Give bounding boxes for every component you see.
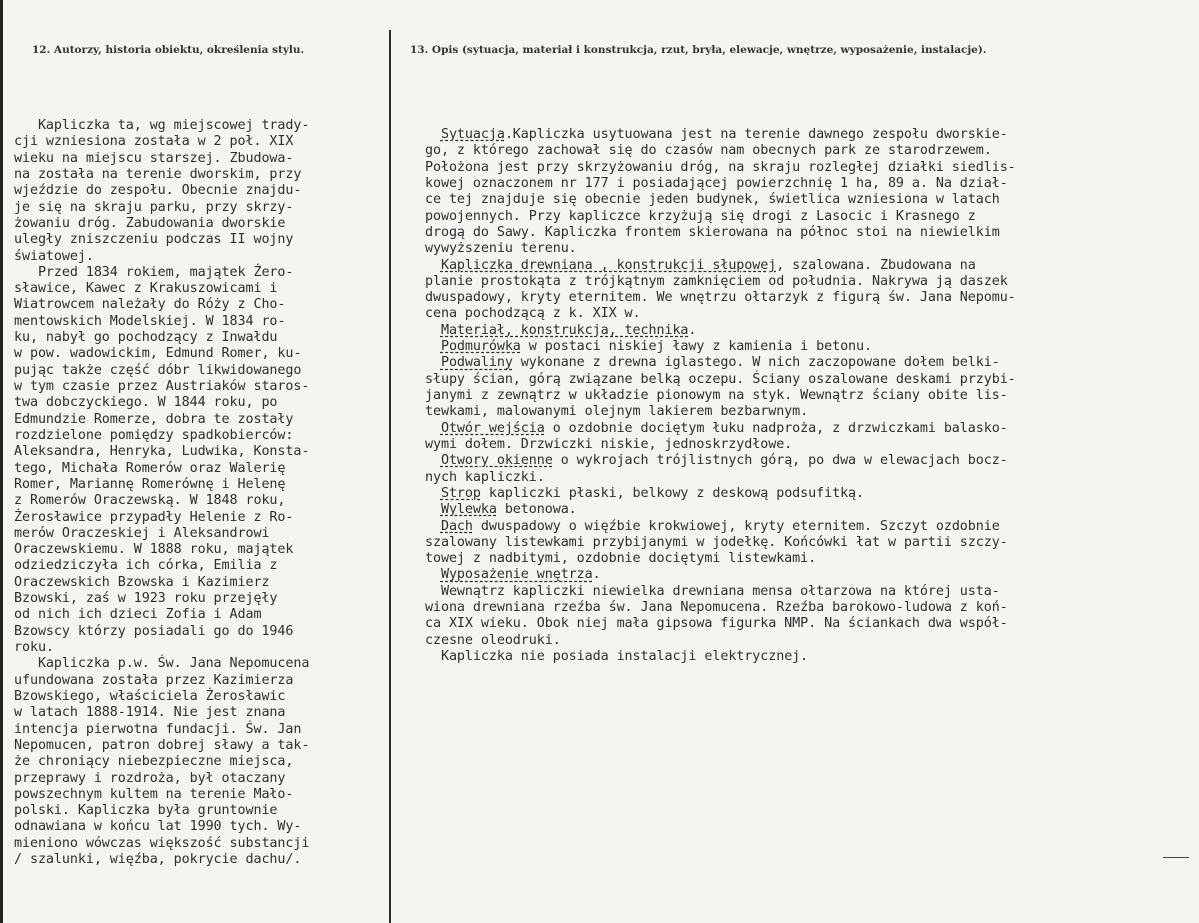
line-text: kowej oznaczonem nr 177 i posiadającej powierzchnię 1 ha, 89 a. Na dział- — [425, 175, 1008, 191]
text-line: Nepomucen, patron dobrej sławy a tak- — [14, 737, 310, 753]
text-line: roku. — [14, 640, 54, 655]
text-line: Aleksandra, Henryka, Ludwika, Konsta- — [14, 444, 310, 460]
text-line — [425, 241, 1016, 257]
text-line — [425, 551, 1016, 567]
text-line: intencja pierwotna fundacji. Św. Jan — [14, 721, 302, 737]
line-text: go, z którego zachował się do czasów nam obecnych park ze starodrzewem. — [425, 143, 992, 159]
line-text: . — [592, 567, 601, 583]
text-line — [425, 404, 1016, 420]
text-line — [425, 192, 1016, 208]
text-line — [425, 567, 1016, 583]
text-line — [425, 306, 1016, 322]
text-line — [425, 616, 1016, 632]
text-line: Kapliczka p.w. Św. Jana Nepomucena — [14, 656, 310, 672]
line-text: dwuspadowy o więźbie krokwiowej, kryty eternitem. Szczyt ozdobnie — [472, 518, 1000, 534]
section-header-authors-history: 12. Autorzy, historia obiektu, określenia stylu. — [32, 44, 305, 56]
text-line — [425, 355, 1016, 371]
line-text: szalowany listewkami przybijanymi w jodełkę. Końcówki łat w partii szczy- — [425, 534, 1008, 550]
text-line: / szalunki, więźba, pokrycie dachu/. — [14, 852, 302, 868]
text-line — [425, 225, 1016, 241]
text-line: uległy zniszczeniu podczas II wojny — [14, 232, 294, 248]
text-line — [425, 502, 1016, 518]
line-text: wiona drewniana rzeźba św. Jana Nepomucena. Rzeźba barokowo-ludowa z koń- — [425, 600, 1008, 616]
line-text: o wykrojach trójlistnych górą, po dwa w elewacjach bocz- — [552, 453, 1008, 469]
text-line — [425, 290, 1016, 306]
text-line: w latach 1888-1914. Nie jest znana — [14, 705, 286, 721]
line-text: ca XIX wieku. Obok niej mała gipsowa figurka NMP. Na ściankach dwa współ- — [425, 616, 1008, 632]
text-line — [425, 453, 1016, 469]
text-line — [425, 323, 1016, 339]
text-line — [425, 437, 1016, 453]
text-line — [425, 258, 1016, 274]
text-line: światowej. — [14, 248, 94, 264]
line-text: tewkami, malowanymi olejnym lakierem bezbarwnym. — [425, 404, 809, 420]
text-line: cji wzniesiona została w 2 poł. XIX — [14, 134, 294, 150]
text-line: rozdzielone pomiędzy spadkobierców: — [14, 427, 294, 443]
text-line: ufundowana została przez Kazimierza — [14, 672, 294, 688]
history-text-column — [14, 118, 309, 868]
text-line: Oraczewskich Bzowska i Kazimierz — [14, 574, 270, 590]
text-line: Przed 1834 rokiem, majątek Żero- — [14, 264, 294, 280]
text-line — [425, 633, 1016, 649]
line-text: Położona jest przy skrzyżowaniu dróg, na skraju rozległej działki siedlis- — [425, 159, 1016, 175]
section-heading: Dach — [440, 518, 473, 534]
text-line: Oraczewskiemu. W 1888 roku, majątek — [14, 542, 294, 558]
text-line: Edmundzie Romerze, dobra te zostały — [14, 411, 294, 427]
text-line: Romer, Mariannę Romerównę i Helenę — [14, 476, 286, 492]
text-line: od nich ich dzieci Zofia i Adam — [14, 607, 262, 623]
line-text: słupy ścian, górą związane belką oczepu. Ściany oszalowane deskami przybi- — [425, 371, 1016, 387]
line-text: kapliczki płaski, belkowy z deskową podsufitką. — [480, 485, 865, 501]
text-line: wieku na miejscu starszej. Zbudowa- — [14, 150, 294, 166]
description-text-column — [425, 127, 1016, 665]
text-line — [425, 535, 1016, 551]
line-text: drogą do Sawy. Kapliczka frontem skierowana na północ stoi na niewielkim — [425, 224, 1000, 240]
line-text: powojennych. Przy kapliczce krzyżują się drogi z Lasocic i Krasnego z — [425, 208, 976, 224]
line-text: wykonane z drewna iglastego. W nich zaczopowane dołem belki- — [512, 355, 1000, 371]
text-line: Bzowskiego, właściciela Żerosławic — [14, 688, 286, 704]
scan-left-border — [0, 0, 3, 923]
line-text: Kapliczka nie posiada instalacji elektrycznej. — [440, 649, 809, 664]
text-line: powszechnym kultem na terenie Mało- — [14, 786, 294, 802]
text-line: odziedziczyła ich córka, Emilia z — [14, 558, 278, 574]
text-line: pując także część dóbr likwidowanego — [14, 362, 302, 378]
text-line: odnawiana w końcu lat 1990 tych. Wy- — [14, 819, 302, 835]
text-line: Wiatrowcem należały do Róży z Cho- — [14, 297, 286, 313]
section-heading: Wylewka — [440, 502, 497, 518]
text-line — [425, 274, 1016, 290]
text-line — [425, 584, 1016, 600]
line-text: cena pochodzącą z k. XIX w. — [425, 306, 641, 322]
line-text: ce tej znajduje się obecnie jeden budynek, świetlica wzniesiona w latach — [425, 192, 1000, 208]
text-line — [425, 649, 1016, 665]
line-text: nych kapliczki. — [425, 469, 545, 485]
line-text: planie prostokąta z trójkątnym zamknięciem od południa. Nakrywa ją daszek — [425, 273, 1008, 289]
line-text: w postaci niskiej ławy z kamienia i betonu. — [520, 339, 872, 355]
text-line: Kapliczka ta, wg miejscowej trady- — [14, 118, 310, 133]
text-line: mieniono wówczas większość substancji — [14, 835, 310, 851]
text-line: mentowskich Modelskiej. W 1834 ro- — [14, 313, 286, 329]
text-line — [425, 600, 1016, 616]
text-line — [425, 176, 1016, 192]
text-line — [425, 372, 1016, 388]
line-text: wywyższeniu terenu. — [425, 241, 577, 257]
line-text: wymi dołem. Drzwiczki niskie, jednoskrzydłowe. — [425, 436, 793, 452]
text-line — [425, 209, 1016, 225]
line-text: czesne oleodruki. — [425, 632, 561, 648]
text-line: polski. Kapliczka była gruntownie — [14, 803, 278, 819]
text-line: Bzowscy którzy posiadali go do 1946 — [14, 623, 294, 639]
text-line: Żerosławice przypadły Helenie z Ro- — [14, 509, 294, 525]
text-line: tego, Michała Romerów oraz Walerię — [14, 460, 286, 476]
text-line — [425, 519, 1016, 535]
section-heading: Strop — [440, 485, 481, 501]
line-text: .Kapliczka usytuowana jest na terenie dawnego zespołu dworskie- — [504, 127, 1008, 142]
text-line — [425, 388, 1016, 404]
section-header-description: 13. Opis (sytuacja, materiał i konstrukcja, rzut, bryła, elewacje, wnętrze, wyposażenie, instalacje). — [410, 44, 987, 56]
text-line: wjeździe do zespołu. Obecnie znajdu- — [14, 183, 302, 199]
column-divider — [389, 30, 391, 923]
section-heading: Podmurówka — [440, 339, 521, 355]
text-line — [425, 160, 1016, 176]
section-heading: Otwór wejścia — [440, 420, 545, 436]
text-line: na została na terenie dworskim, przy — [14, 166, 302, 182]
text-line: przeprawy i rozdroża, był otaczany — [14, 770, 286, 786]
margin-dash — [1163, 857, 1189, 858]
text-line: je się na skraju parku, przy skrzy- — [14, 199, 294, 215]
section-heading: Otwory okienne — [440, 453, 553, 469]
line-text: janymi z zewnątrz w układzie pionowym na styk. Wewnątrz ściany obite lis- — [425, 388, 1008, 403]
line-text: Wewnątrz kapliczki niewielka drewniana mensa ołtarzowa na której usta- — [440, 583, 1000, 599]
line-text: dwuspadowy, kryty eternitem. We wnętrzu ołtarzyk z figurą św. Jana Nepomu- — [425, 290, 1016, 306]
section-heading: Materiał, konstrukcja, technika — [440, 322, 689, 338]
line-text: o ozdobnie dociętym łuku nadproża, z drzwiczkami balasko- — [544, 420, 1008, 436]
text-line — [425, 339, 1016, 355]
section-heading: Kapliczka drewniana , konstrukcji słupowej — [440, 257, 777, 273]
text-line — [425, 143, 1016, 159]
section-heading: Podwaliny — [440, 355, 513, 371]
text-line: Bzowski, zaś w 1923 roku przejęły — [14, 591, 278, 607]
text-line: sławice, Kawec z Krakuszowicami i — [14, 281, 278, 297]
text-line: ku, nabył go pochodzący z Inwałdu — [14, 330, 278, 346]
section-heading: Sytuacja — [440, 127, 505, 142]
line-text: . — [688, 322, 697, 338]
text-line — [425, 127, 1016, 143]
text-line: twa dobczyckiego. W 1844 roku, po — [14, 395, 278, 411]
line-text: betonowa. — [496, 502, 577, 518]
line-text: , szalowana. Zbudowana na — [776, 257, 976, 273]
text-line — [425, 486, 1016, 502]
text-line — [425, 470, 1016, 486]
section-heading: Wyposażenie wnętrza — [440, 567, 593, 583]
line-text: towej z nadbitymi, ozdobnie dociętymi listewkami. — [425, 551, 817, 567]
text-line: w pow. wadowickim, Edmund Romer, ku- — [14, 346, 302, 362]
text-line: w tym czasie przez Austriaków staros- — [14, 379, 310, 394]
text-line: żowaniu dróg. Zabudowania dworskie — [14, 215, 286, 231]
text-line: z Romerów Oraczewską. W 1848 roku, — [14, 493, 286, 509]
text-line: merów Oraczeskiej i Aleksandrowi — [14, 525, 270, 541]
text-line: że chroniący niebezpieczne miejsca, — [14, 754, 294, 770]
text-line — [425, 421, 1016, 437]
